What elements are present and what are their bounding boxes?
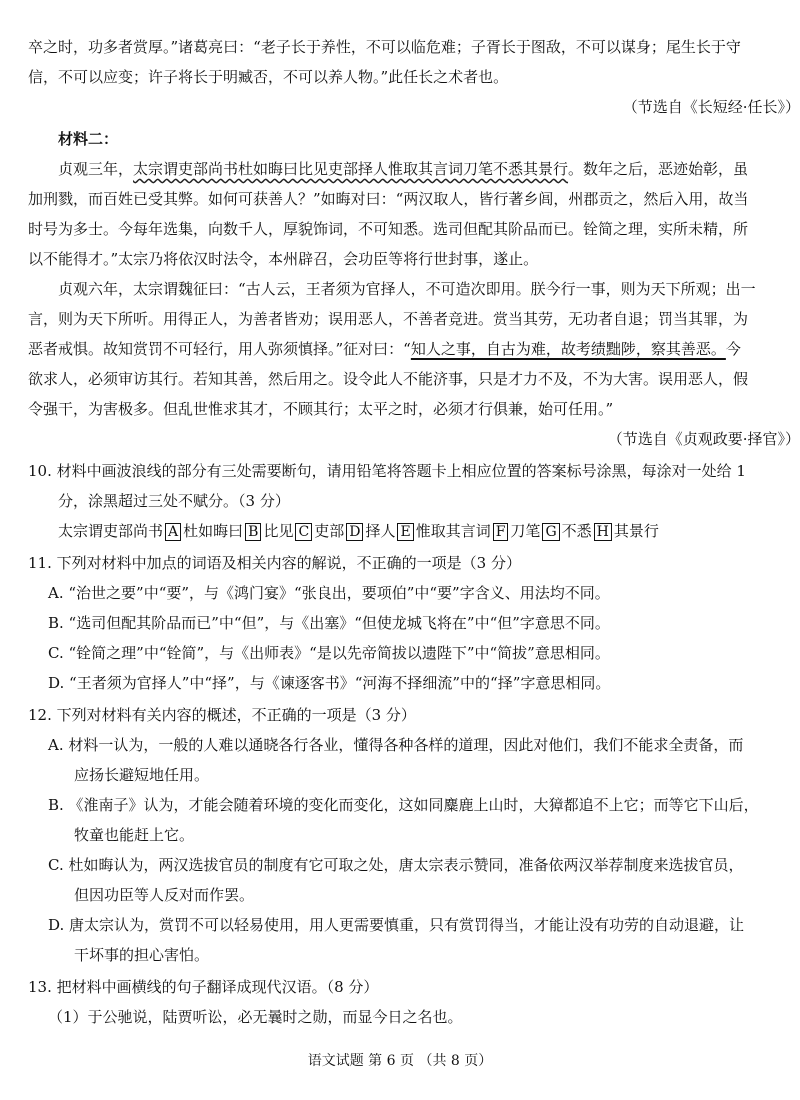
material2-source: （节选自《贞观政要·择官》） [607,430,800,448]
material2-text-line: 令强干，为害极多。但乱世惟求其才，不顾其行；太平之时，必须才行俱兼，始可任用。” [28,400,614,418]
material2-text-line: 欲求人，必须审访其行。若知其善，然后用之。设令此人不能济事，只是才力不及，不为大害。误用恶人，假 [28,370,749,388]
q12-option-d[interactable]: D. 唐太宗认为，赏罚不可以轻易使用，用人更需要慎重，只有赏罚得当，才能让没有功劳的自动退避，让 [48,916,745,934]
q12-stem: 12. 下列对材料有关内容的概述，不正确的一项是（3 分） [28,706,416,724]
q11-stem: 11. 下列对材料中加点的词语及相关内容的解说，不正确的一项是（3 分） [28,554,521,572]
q10-segment: 杜如晦曰 [183,522,244,540]
material1-text-line: 信，不可以应变；许子将长于明臧否，不可以养人物。”此任长之术者也。 [28,68,509,86]
q10-segment: 吏部 [314,522,345,540]
material1-source: （节选自《长短经·任长》） [622,98,800,116]
answer-box-b[interactable]: B [245,523,261,541]
page-footer: 语文试题 第 6 页 （共 8 页） [307,1053,493,1069]
q10-stem-cont: 分，涂黑超过三处不赋分。（3 分） [58,492,290,510]
q10-segmented-sentence [0,520,800,542]
material2-text-line: 时号为多士。今每年选集，向数千人，厚貌饰词，不可知悉。选司但配其阶品而已。铨简之理，实所未精，所 [28,220,749,238]
answer-box-h[interactable]: H [594,523,612,541]
q13-stem: 13. 把材料中画横线的句子翻译成现代汉语。（8 分） [28,978,379,996]
q12-option-b-cont: 牧童也能赶上它。 [74,826,195,844]
q10-segment: 刀笔 [510,522,541,540]
q12-option-b[interactable]: B. 《淮南子》认为，才能会随着环境的变化而变化，这如同麋鹿上山时，大獐都追不上它；而等它下山后， [48,796,759,814]
p2-line3-prefix: 恶者戒惧。故知赏罚不可轻行，用人弥须慎择。”征对曰：“ [28,340,411,358]
material2-p2-line3 [0,338,800,360]
q11-option-d[interactable]: D. “王者须为官择人”中“择”，与《谏逐客书》“河海不择细流”中的“择”字意思相同。 [48,674,611,692]
p1-suffix: 。数年之后，恶迹始彰，虽 [568,160,749,178]
answer-box-d[interactable]: D [346,523,363,541]
q10-segment: 择人 [365,522,396,540]
q12-option-a-cont: 应扬长避短地任用。 [74,766,210,784]
q12-option-c-cont: 但因功臣等人反对而作罢。 [74,886,255,904]
material2-text-line: 以不能得才。”太宗乃将依汉时法令，本州辟召，会功臣等将行世封事，遂止。 [28,250,539,268]
q12-option-c[interactable]: C. 杜如晦认为，两汉选拔官员的制度有它可取之处，唐太宗表示赞同，准备依两汉举荐制度来选拔官员， [48,856,744,874]
p2-line3-suffix: 今 [725,340,741,358]
q10-segment: 不悉 [561,522,592,540]
answer-box-f[interactable]: F [493,523,509,541]
q10-stem: 10. 材料中画波浪线的部分有三处需要断句，请用铅笔将答题卡上相应位置的答案标号涂黑，每涂对一处给 1 [28,462,746,480]
q12-option-a[interactable]: A. 材料一认为，一般的人难以通晓各行各业，懂得各种各样的道理，因此对他们，我们不能求全责备，而 [48,736,744,754]
q10-segment: 其景行 [613,522,659,540]
material2-text-line: 贞观六年，太宗谓魏征曰：“古人云，王者须为官择人，不可造次即用。朕今行一事，则为天下所观；出一 [58,280,756,298]
material2-text-line: 言，则为天下所听。用得正人，为善者皆劝；误用恶人，不善者竞进。赏当其劳，无功者自退；罚当其罪，为 [28,310,749,328]
q10-segment: 太宗谓吏部尚书 [58,522,164,540]
answer-box-c[interactable]: C [295,523,312,541]
answer-box-g[interactable]: G [542,523,559,541]
material2-text-line: 加刑戮，而百姓已受其弊。如何可获善人？”如晦对曰：“两汉取人，皆行著乡闾，州郡贡之，然后入用，故当 [28,190,749,208]
material2-heading: 材料二： [58,130,119,148]
q11-option-b[interactable]: B. “选司但配其阶品而已”中“但”，与《出塞》“但使龙城飞将在”中“但”字意思不同。 [48,614,610,632]
answer-box-e[interactable]: E [397,523,413,541]
q11-option-a[interactable]: A. “治世之要”中“要”，与《鸿门宴》“张良出，要项伯”中“要”字含义、用法均不同。 [48,584,610,602]
q10-segment: 惟取其言词 [415,522,491,540]
material1-text-line: 卒之时，功多者赏厚。”诸葛亮曰：“老子长于养性，不可以临危难；子胥长于图敌，不可以谋身；尾生长于守 [28,38,741,56]
answer-box-a[interactable]: A [165,523,181,541]
material2-p1-line1 [0,158,800,180]
q12-option-d-cont: 干坏事的担心害怕。 [74,946,210,964]
q11-option-c[interactable]: C. “铨简之理”中“铨简”，与《出师表》“是以先帝简拔以遗陛下”中“简拔”意思相同。 [48,644,610,662]
q10-segment: 比见 [263,522,294,540]
wavy-underlined-passage: 太宗谓吏部尚书杜如晦曰比见吏部择人惟取其言词刀笔不悉其景行 [133,160,569,178]
p1-prefix: 贞观三年， [58,160,134,178]
q13-item-1: （1）于公驰说，陆贾听讼，必无曩时之勋，而显今日之名也。 [48,1008,463,1026]
underlined-sentence: 知人之事，自古为难，故考绩黜陟，察其善恶。 [410,340,726,358]
